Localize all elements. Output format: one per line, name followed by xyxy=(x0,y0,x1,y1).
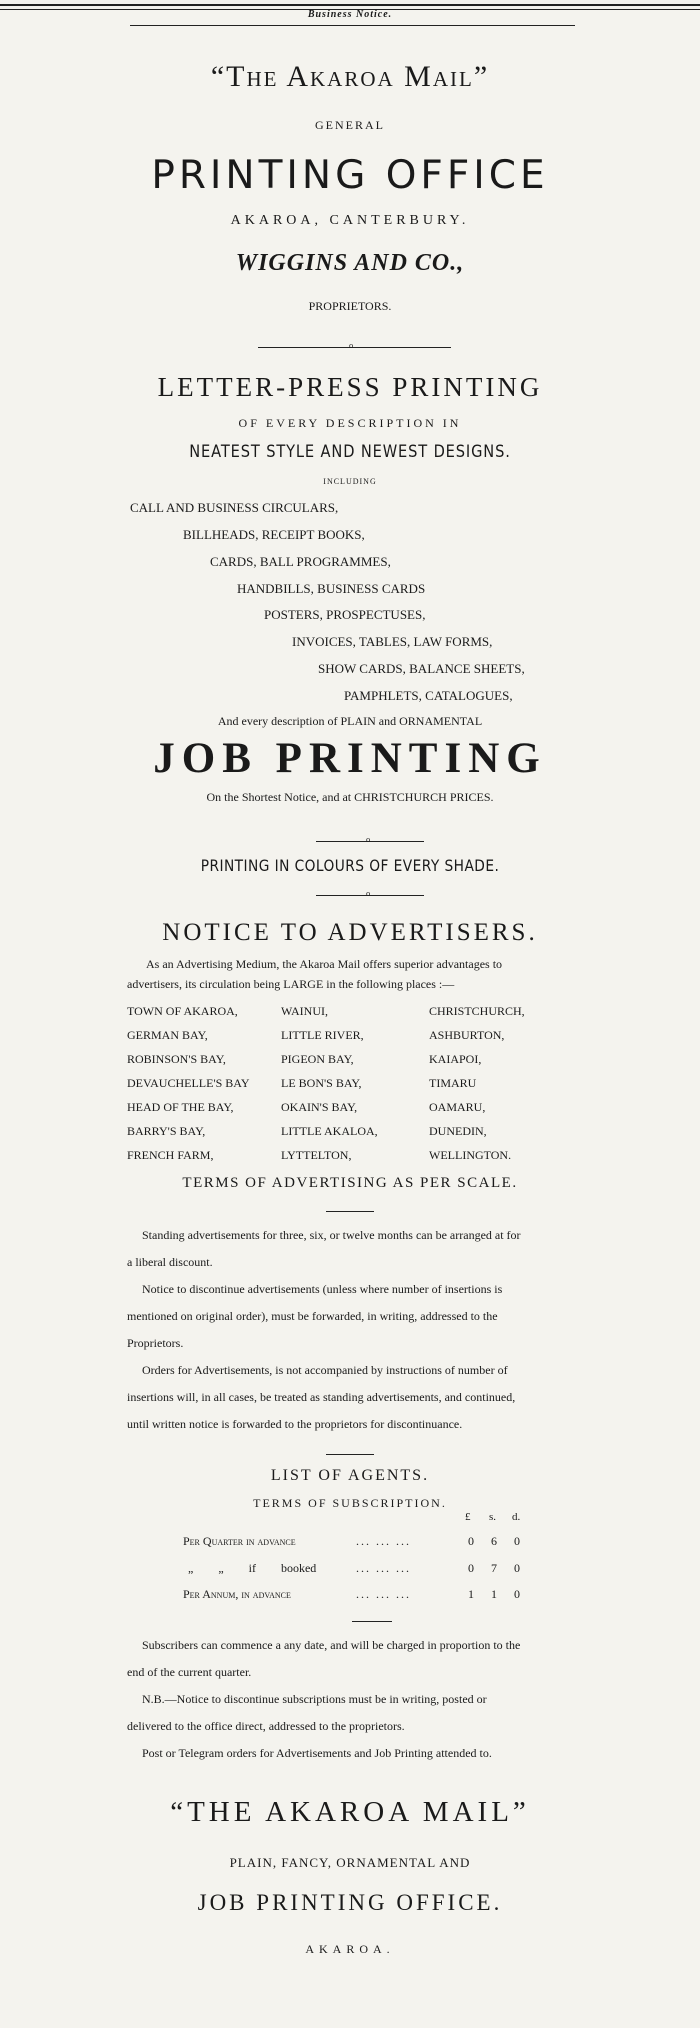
place-name: LITTLE RIVER, xyxy=(281,1028,364,1042)
subscription-terms: TERMS OF SUBSCRIPTION. xyxy=(253,1496,447,1510)
masthead-company: WIGGINS AND CO., xyxy=(235,250,465,276)
masthead-general: GENERAL xyxy=(315,118,385,132)
subscriber-note-line: end of the current quarter. xyxy=(127,1665,252,1679)
subscription-value: 7 xyxy=(491,1561,497,1575)
service-item: CARDS, BALL PROGRAMMES, xyxy=(210,554,391,569)
masthead-title: “The Akaroa Mail” xyxy=(210,60,490,93)
footer-title: “THE AKAROA MAIL” xyxy=(170,1796,530,1828)
colours-text: PRINTING IN COLOURS OF EVERY SHADE. xyxy=(200,856,500,875)
divider-ornament: o xyxy=(349,342,354,350)
every-description-text: And every description of PLAIN and ORNAMENTAL xyxy=(217,714,483,728)
divider-rule xyxy=(258,347,451,348)
notice-intro: advertisers, its circulation being LARGE in the following places :— xyxy=(127,977,455,991)
divider-ornament: o xyxy=(366,836,371,844)
subscription-value: 0 xyxy=(514,1561,520,1575)
divider-rule xyxy=(326,1454,374,1455)
place-name: OAMARU, xyxy=(429,1100,486,1114)
section-label: Business Notice. xyxy=(307,9,393,20)
paragraph-line: insertions will, in all cases, be treated as standing advertisements, and continued, xyxy=(127,1390,516,1404)
subscription-label: Per Annum, in advance xyxy=(183,1587,291,1601)
masthead-proprietors: PROPRIETORS. xyxy=(308,299,392,313)
notice-heading: NOTICE TO ADVERTISERS. xyxy=(162,919,538,946)
paragraph-line: until written notice is forwarded to the proprietors for discontinuance. xyxy=(127,1417,463,1431)
place-name: GERMAN BAY, xyxy=(127,1028,208,1042)
masthead-location: AKAROA, CANTERBURY. xyxy=(230,213,470,228)
job-printing-heading: JOB PRINTING xyxy=(153,735,547,782)
agents-heading: LIST OF AGENTS. xyxy=(270,1467,430,1484)
letterpress-line2: NEATEST STYLE AND NEWEST DESIGNS. xyxy=(189,442,511,462)
subscription-value: 0 xyxy=(468,1561,474,1575)
masthead-printing-office: PRINTING OFFICE xyxy=(151,153,549,198)
place-name: KAIAPOI, xyxy=(429,1052,482,1066)
letterpress-line1: OF EVERY DESCRIPTION IN xyxy=(238,416,462,430)
place-name: DUNEDIN, xyxy=(429,1124,487,1138)
subscription-dots: ... ... ... xyxy=(356,1534,411,1548)
paragraph-line: Proprietors. xyxy=(127,1336,184,1350)
paragraph-line: Orders for Advertisements, is not accompanied by instructions of number of xyxy=(142,1363,508,1377)
place-name: CHRISTCHURCH, xyxy=(429,1004,525,1018)
subscription-dots: ... ... ... xyxy=(356,1587,411,1601)
header-rule xyxy=(130,25,575,26)
subscription-value: 0 xyxy=(468,1534,474,1548)
subscriber-note-line: delivered to the office direct, addressed to the proprietors. xyxy=(127,1719,405,1733)
place-name: TOWN OF AKAROA, xyxy=(127,1004,238,1018)
paragraph-line: Standing advertisements for three, six, or twelve months can be arranged at for xyxy=(142,1228,521,1242)
place-name: PIGEON BAY, xyxy=(281,1052,354,1066)
divider-rule xyxy=(352,1621,392,1622)
shortest-notice-text: On the Shortest Notice, and at CHRISTCHURCH PRICES. xyxy=(206,790,494,804)
place-name: TIMARU xyxy=(429,1076,477,1090)
place-name: WELLINGTON. xyxy=(429,1148,512,1162)
footer-job-printing-office: JOB PRINTING OFFICE. xyxy=(197,1890,503,1915)
letterpress-including: INCLUDING xyxy=(323,477,377,486)
notice-intro: As an Advertising Medium, the Akaroa Mail offers superior advantages to xyxy=(146,957,503,971)
service-item: SHOW CARDS, BALANCE SHEETS, xyxy=(318,661,525,676)
footer-akaroa: AKAROA. xyxy=(305,1942,395,1956)
place-name: ASHBURTON, xyxy=(429,1028,505,1042)
subscription-label: „ „ if booked xyxy=(188,1561,317,1575)
paragraph-line: Notice to discontinue advertisements (unless where number of insertions is xyxy=(142,1282,503,1296)
subscriber-note-line: Post or Telegram orders for Advertisements and Job Printing attended to. xyxy=(142,1746,492,1760)
subscription-label: Per Quarter in advance xyxy=(183,1534,296,1548)
subscription-value: 1 xyxy=(491,1587,497,1601)
service-item: BILLHEADS, RECEIPT BOOKS, xyxy=(183,527,365,542)
place-name: FRENCH FARM, xyxy=(127,1148,214,1162)
footer-plain-fancy: PLAIN, FANCY, ORNAMENTAL AND xyxy=(229,1855,471,1870)
letterpress-heading: LETTER-PRESS PRINTING xyxy=(157,372,543,402)
divider-rule xyxy=(326,1211,374,1212)
subscription-value: 0 xyxy=(514,1534,520,1548)
place-name: BARRY'S BAY, xyxy=(127,1124,206,1138)
subscription-value: 6 xyxy=(491,1534,497,1548)
service-item: CALL AND BUSINESS CIRCULARS, xyxy=(130,500,339,515)
paragraph-line: a liberal discount. xyxy=(127,1255,213,1269)
currency-column-header: £ xyxy=(465,1511,471,1523)
subscription-value: 1 xyxy=(468,1587,474,1601)
place-name: LYTTELTON, xyxy=(281,1148,352,1162)
service-item: INVOICES, TABLES, LAW FORMS, xyxy=(292,634,493,649)
place-name: WAINUI, xyxy=(281,1004,328,1018)
place-name: DEVAUCHELLE'S BAY xyxy=(127,1076,250,1090)
currency-column-header: s. xyxy=(489,1511,497,1523)
divider-ornament: o xyxy=(366,890,371,898)
terms-advertising: TERMS OF ADVERTISING AS PER SCALE. xyxy=(182,1175,518,1191)
service-item: PAMPHLETS, CATALOGUES, xyxy=(344,688,513,703)
paragraph-line: mentioned on original order), must be forwarded, in writing, addressed to the xyxy=(127,1309,498,1323)
subscriber-note-line: Subscribers can commence a any date, and will be charged in proportion to the xyxy=(142,1638,521,1652)
place-name: OKAIN'S BAY, xyxy=(281,1100,358,1114)
place-name: ROBINSON'S BAY, xyxy=(127,1052,226,1066)
subscription-dots: ... ... ... xyxy=(356,1561,411,1575)
place-name: HEAD OF THE BAY, xyxy=(127,1100,234,1114)
subscriber-note-line: N.B.—Notice to discontinue subscriptions must be in writing, posted or xyxy=(142,1692,487,1706)
place-name: LE BON'S BAY, xyxy=(281,1076,362,1090)
currency-column-header: d. xyxy=(512,1511,521,1523)
service-item: POSTERS, PROSPECTUSES, xyxy=(264,607,426,622)
subscription-value: 0 xyxy=(514,1587,520,1601)
place-name: LITTLE AKALOA, xyxy=(281,1124,378,1138)
service-item: HANDBILLS, BUSINESS CARDS xyxy=(237,581,426,596)
